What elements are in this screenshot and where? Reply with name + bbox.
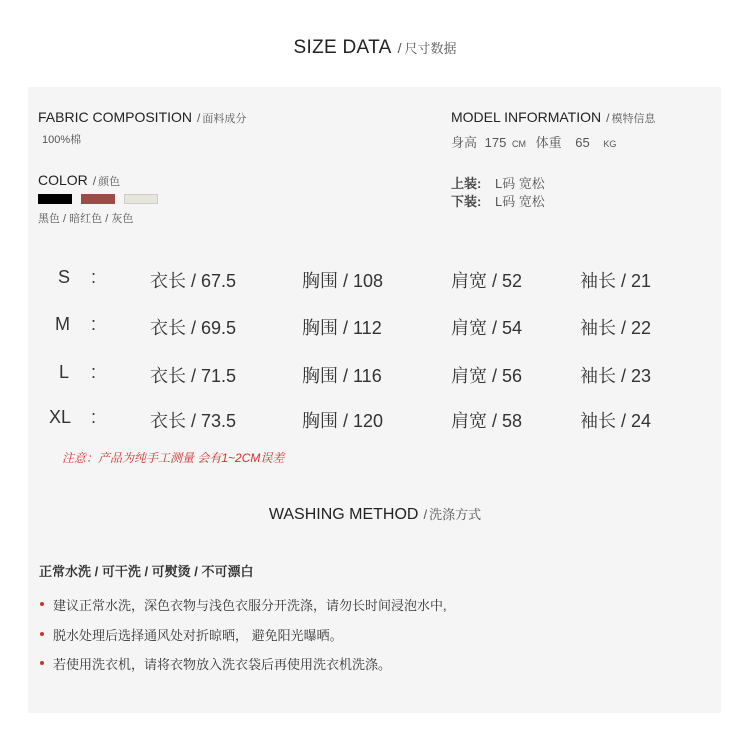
sleeve-cell: 袖长 / 24 (580, 411, 652, 431)
washing-item-text: 若使用洗衣机，请将衣物放入洗衣袋后再使用洗衣机洗涤。 (53, 657, 392, 672)
washing-title (0, 504, 750, 524)
bottom-label: 下装: (451, 194, 482, 209)
color-swatch-grey (124, 194, 158, 204)
height-unit: CM (511, 139, 526, 149)
model-label-en: MODEL INFORMATION (451, 109, 602, 125)
page-title (0, 37, 750, 59)
weight-value: 65 (575, 135, 590, 150)
measurement-note: 注意：产品为纯手工测量 会有1~2CM误差 (62, 451, 285, 465)
fabric-value: 100%棉 (42, 134, 82, 146)
chest-cell: 胸围 / 108 (302, 271, 384, 291)
model-header (451, 109, 655, 127)
washing-title-en: WASHING METHOD (268, 506, 419, 523)
washing-item-text: 建议正常水洗，深色衣物与浅色衣服分开洗涤，请勿长时间浸泡水中, (53, 598, 447, 613)
length-cell: 衣长 / 67.5 (150, 271, 237, 291)
model-label-cn: 模特信息 (611, 113, 656, 125)
washing-title-cn: 洗涤方式 (429, 507, 482, 522)
fabric-label-en: FABRIC COMPOSITION (38, 109, 193, 125)
size-colon: : (91, 407, 97, 427)
chest-cell: 胸围 / 120 (302, 411, 384, 431)
length-cell: 衣长 / 71.5 (150, 366, 237, 386)
color-names: 黑色 / 暗红色 / 灰色 (38, 213, 134, 225)
weight-label: 体重 (535, 135, 562, 150)
bullet-icon (40, 632, 44, 636)
top-label: 上装: (451, 176, 482, 191)
color-header (38, 172, 120, 190)
model-measurements (451, 132, 616, 151)
fabric-header (38, 109, 246, 127)
fabric-separator: / (197, 111, 201, 125)
top-value: L码 宽松 (494, 176, 545, 191)
chest-cell: 胸围 / 116 (302, 366, 382, 386)
size-label: XL (49, 407, 72, 427)
weight-unit: KG (603, 139, 617, 149)
length-cell: 衣长 / 73.5 (150, 411, 237, 431)
size-colon: : (91, 267, 97, 287)
model-top (451, 173, 545, 192)
bullet-icon (40, 602, 44, 606)
color-swatch-black (38, 194, 72, 204)
model-bottom (451, 191, 545, 210)
size-label: M (55, 314, 70, 334)
size-label: L (59, 362, 70, 382)
shoulder-cell: 肩宽 / 54 (451, 318, 523, 338)
color-separator: / (92, 174, 97, 188)
fabric-label-cn: 面料成分 (202, 113, 247, 125)
height-label: 身高 (451, 135, 478, 150)
chest-cell: 胸围 / 112 (302, 318, 382, 338)
washing-item-text: 脱水处理后选择通风处对折晾晒， 避免阳光曝晒。 (53, 628, 343, 643)
bottom-value: L码 宽松 (494, 194, 545, 209)
sleeve-cell: 袖长 / 21 (580, 271, 652, 291)
shoulder-cell: 肩宽 / 56 (451, 366, 523, 386)
color-swatch-dark-red (81, 194, 115, 204)
bullet-icon (40, 661, 44, 665)
size-data-panel (28, 87, 721, 713)
size-colon: : (91, 314, 97, 334)
sleeve-cell: 袖长 / 23 (580, 366, 652, 386)
title-separator: / (397, 40, 402, 56)
length-cell: 衣长 / 69.5 (150, 318, 237, 338)
page-title-en: SIZE DATA (293, 37, 392, 58)
model-separator: / (606, 111, 610, 125)
size-label: S (58, 267, 71, 287)
color-label-cn: 颜色 (98, 176, 121, 188)
page-title-cn: 尺寸数据 (404, 41, 457, 56)
height-value: 175 (484, 135, 507, 150)
size-colon: : (91, 362, 97, 382)
washing-separator: / (423, 507, 428, 522)
color-label-en: COLOR (38, 172, 88, 188)
shoulder-cell: 肩宽 / 58 (451, 411, 523, 431)
washing-summary: 正常水洗 / 可干洗 / 可熨烫 / 不可漂白 (39, 564, 254, 579)
sleeve-cell: 袖长 / 22 (580, 318, 652, 338)
shoulder-cell: 肩宽 / 52 (451, 271, 523, 291)
